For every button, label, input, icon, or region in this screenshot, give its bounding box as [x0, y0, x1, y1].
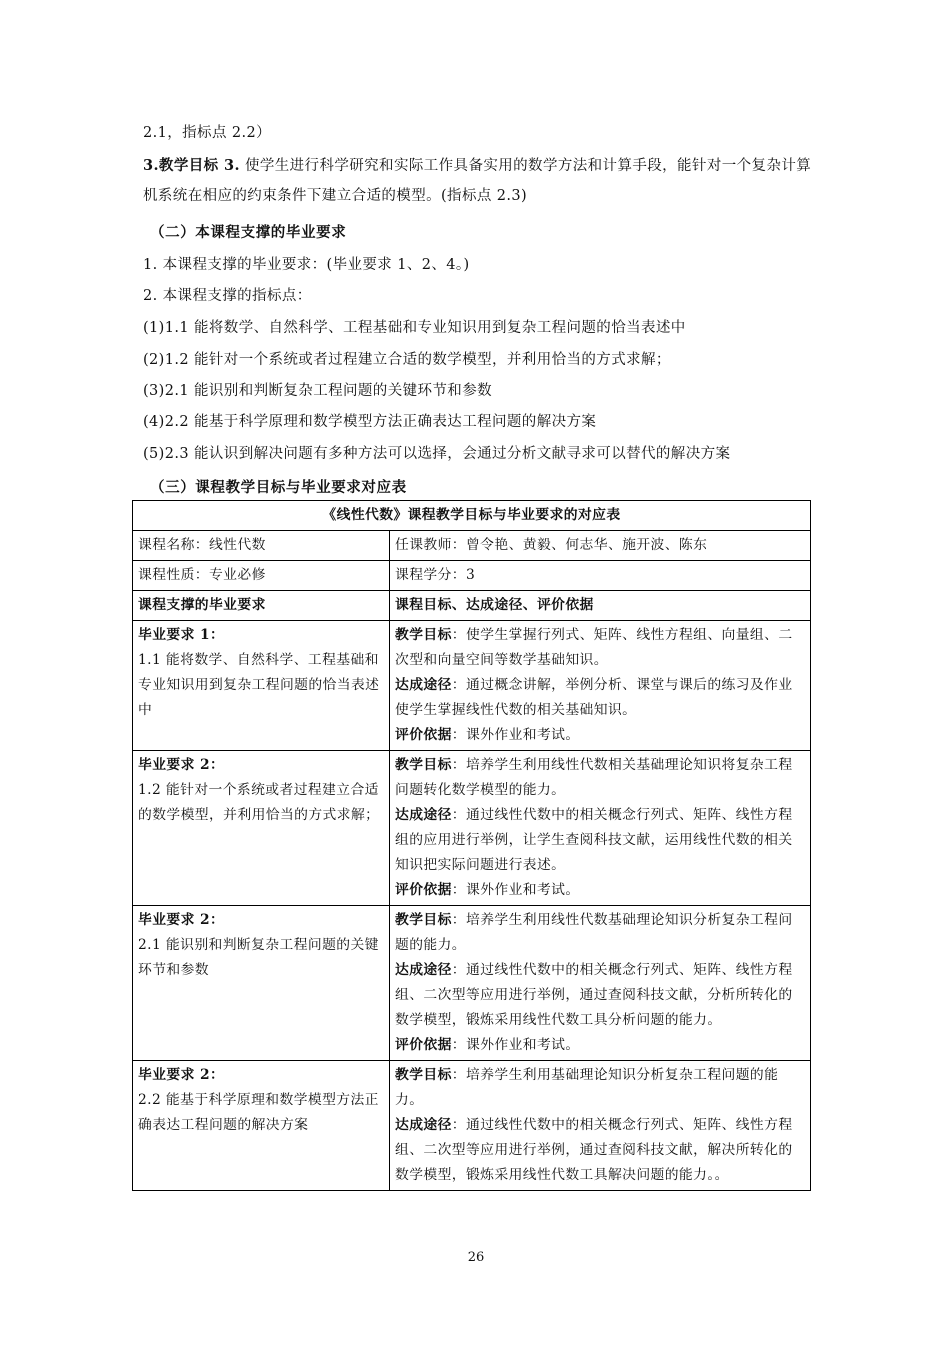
- header-right-cell: 课程目标、达成途径、评价依据: [390, 591, 811, 621]
- objective-cell: [390, 621, 811, 751]
- section-2-item: (2)1.2 能针对一个系统或者过程建立合适的数学模型，并利用恰当的方式求解；: [143, 352, 671, 368]
- requirement-text: 2.2 能基于科学原理和数学模型方法正确表达工程问题的解决方案: [138, 1092, 379, 1133]
- eval-text: ：课外作业和考试。: [451, 1037, 580, 1053]
- header-left-cell: 课程支撑的毕业要求: [133, 591, 390, 621]
- teachers-cell: 任课教师：曾令艳、黄毅、何志华、施开波、陈东: [390, 531, 811, 561]
- table-header-row: [133, 591, 811, 621]
- goal-label: 教学目标: [395, 912, 452, 928]
- eval-label: 评价依据: [395, 1037, 452, 1053]
- path-label: 达成途径: [395, 1117, 452, 1133]
- requirement-cell: [133, 751, 390, 906]
- path-text: ：通过线性代数中的相关概念行列式、矩阵、线性方程组的应用进行举例，让学生查阅科技文献，运用线性代数的相关知识把实际问题进行表述。: [395, 807, 793, 873]
- goal-text: ：培养学生利用基础理论知识分析复杂工程问题的能力。: [395, 1067, 779, 1108]
- path-text: ：通过线性代数中的相关概念行列式、矩阵、线性方程组、二次型等应用进行举例，通过查阅科技文献，分析所转化的数学模型，锻炼采用线性代数工具分析问题的能力。: [395, 962, 793, 1028]
- eval-label: 评价依据: [395, 727, 452, 743]
- section-2-item: 2. 本课程支撑的指标点：: [143, 288, 312, 304]
- intro-line-1: 2.1，指标点 2.2）: [143, 125, 272, 141]
- requirement-text: 1.2 能针对一个系统或者过程建立合适的数学模型，并利用恰当的方式求解；: [138, 782, 380, 823]
- section-2-item: 1. 本课程支撑的毕业要求：(毕业要求 1、2、4。): [143, 257, 470, 273]
- section-2-item: (3)2.1 能识别和判断复杂工程问题的关键环节和参数: [143, 383, 493, 399]
- table-row: [133, 561, 811, 591]
- path-text: ：通过概念讲解，举例分析、课堂与课后的练习及作业使学生掌握线性代数的相关基础知识。: [395, 677, 793, 718]
- requirement-text: 2.1 能识别和判断复杂工程问题的关键环节和参数: [138, 937, 379, 978]
- teaching-goal-3: [143, 151, 813, 211]
- page-number: 26: [467, 1250, 485, 1265]
- requirement-cell: [133, 621, 390, 751]
- requirement-cell: [133, 906, 390, 1061]
- teaching-goal-3-text: 使学生进行科学研究和实际工作具备实用的数学方法和计算手段，能针对一个复杂计算机系统在相应的约束条件下建立合适的模型。(指标点 2.3): [143, 158, 812, 204]
- section-3-heading: （三）课程教学目标与毕业要求对应表: [150, 479, 407, 496]
- requirement-title: 毕业要求 2：: [138, 912, 225, 928]
- requirement-title: 毕业要求 1：: [138, 627, 225, 643]
- table-title: 《线性代数》课程教学目标与毕业要求的对应表: [133, 501, 811, 531]
- objective-cell: [390, 906, 811, 1061]
- goal-label: 教学目标: [395, 627, 452, 643]
- path-label: 达成途径: [395, 807, 452, 823]
- goal-text: ：培养学生利用线性代数相关基础理论知识将复杂工程问题转化数学模型的能力。: [395, 757, 793, 798]
- eval-label: 评价依据: [395, 882, 452, 898]
- objectives-mapping-table: [132, 500, 811, 1191]
- objective-cell: [390, 1061, 811, 1191]
- table-title-row: [133, 501, 811, 531]
- table-row: [133, 906, 811, 1061]
- section-2-item: (4)2.2 能基于科学原理和数学模型方法正确表达工程问题的解决方案: [143, 414, 597, 430]
- teaching-goal-3-label: 3.教学目标 3.: [143, 157, 240, 174]
- table-row: [133, 751, 811, 906]
- section-2-item: (5)2.3 能认识到解决问题有多种方法可以选择，会通过分析文献寻求可以替代的解决方案: [143, 446, 731, 462]
- table-row: [133, 1061, 811, 1191]
- table-row: [133, 531, 811, 561]
- table-row: [133, 621, 811, 751]
- goal-text: ：培养学生利用线性代数基础理论知识分析复杂工程问题的能力。: [395, 912, 793, 953]
- section-2-heading: （二）本课程支撑的毕业要求: [150, 224, 347, 241]
- credits-cell: 课程学分：3: [390, 561, 811, 591]
- path-label: 达成途径: [395, 677, 452, 693]
- requirement-title: 毕业要求 2：: [138, 757, 225, 773]
- section-2-item: (1)1.1 能将数学、自然科学、工程基础和专业知识用到复杂工程问题的恰当表述中: [143, 320, 686, 336]
- requirement-text: 1.1 能将数学、自然科学、工程基础和专业知识用到复杂工程问题的恰当表述中: [138, 652, 380, 718]
- requirement-title: 毕业要求 2：: [138, 1067, 225, 1083]
- goal-label: 教学目标: [395, 757, 452, 773]
- requirement-cell: [133, 1061, 390, 1191]
- goal-text: ：使学生掌握行列式、矩阵、线性方程组、向量组、二次型和向量空间等数学基础知识。: [395, 627, 793, 668]
- course-name-cell: 课程名称：线性代数: [133, 531, 390, 561]
- course-type-cell: 课程性质：专业必修: [133, 561, 390, 591]
- path-text: ：通过线性代数中的相关概念行列式、矩阵、线性方程组、二次型等应用进行举例，通过查阅科技文献，解决所转化的数学模型，锻炼采用线性代数工具解决问题的能力。。: [395, 1117, 793, 1183]
- eval-text: ：课外作业和考试。: [451, 882, 580, 898]
- goal-label: 教学目标: [395, 1067, 452, 1083]
- path-label: 达成途径: [395, 962, 452, 978]
- eval-text: ：课外作业和考试。: [451, 727, 580, 743]
- objective-cell: [390, 751, 811, 906]
